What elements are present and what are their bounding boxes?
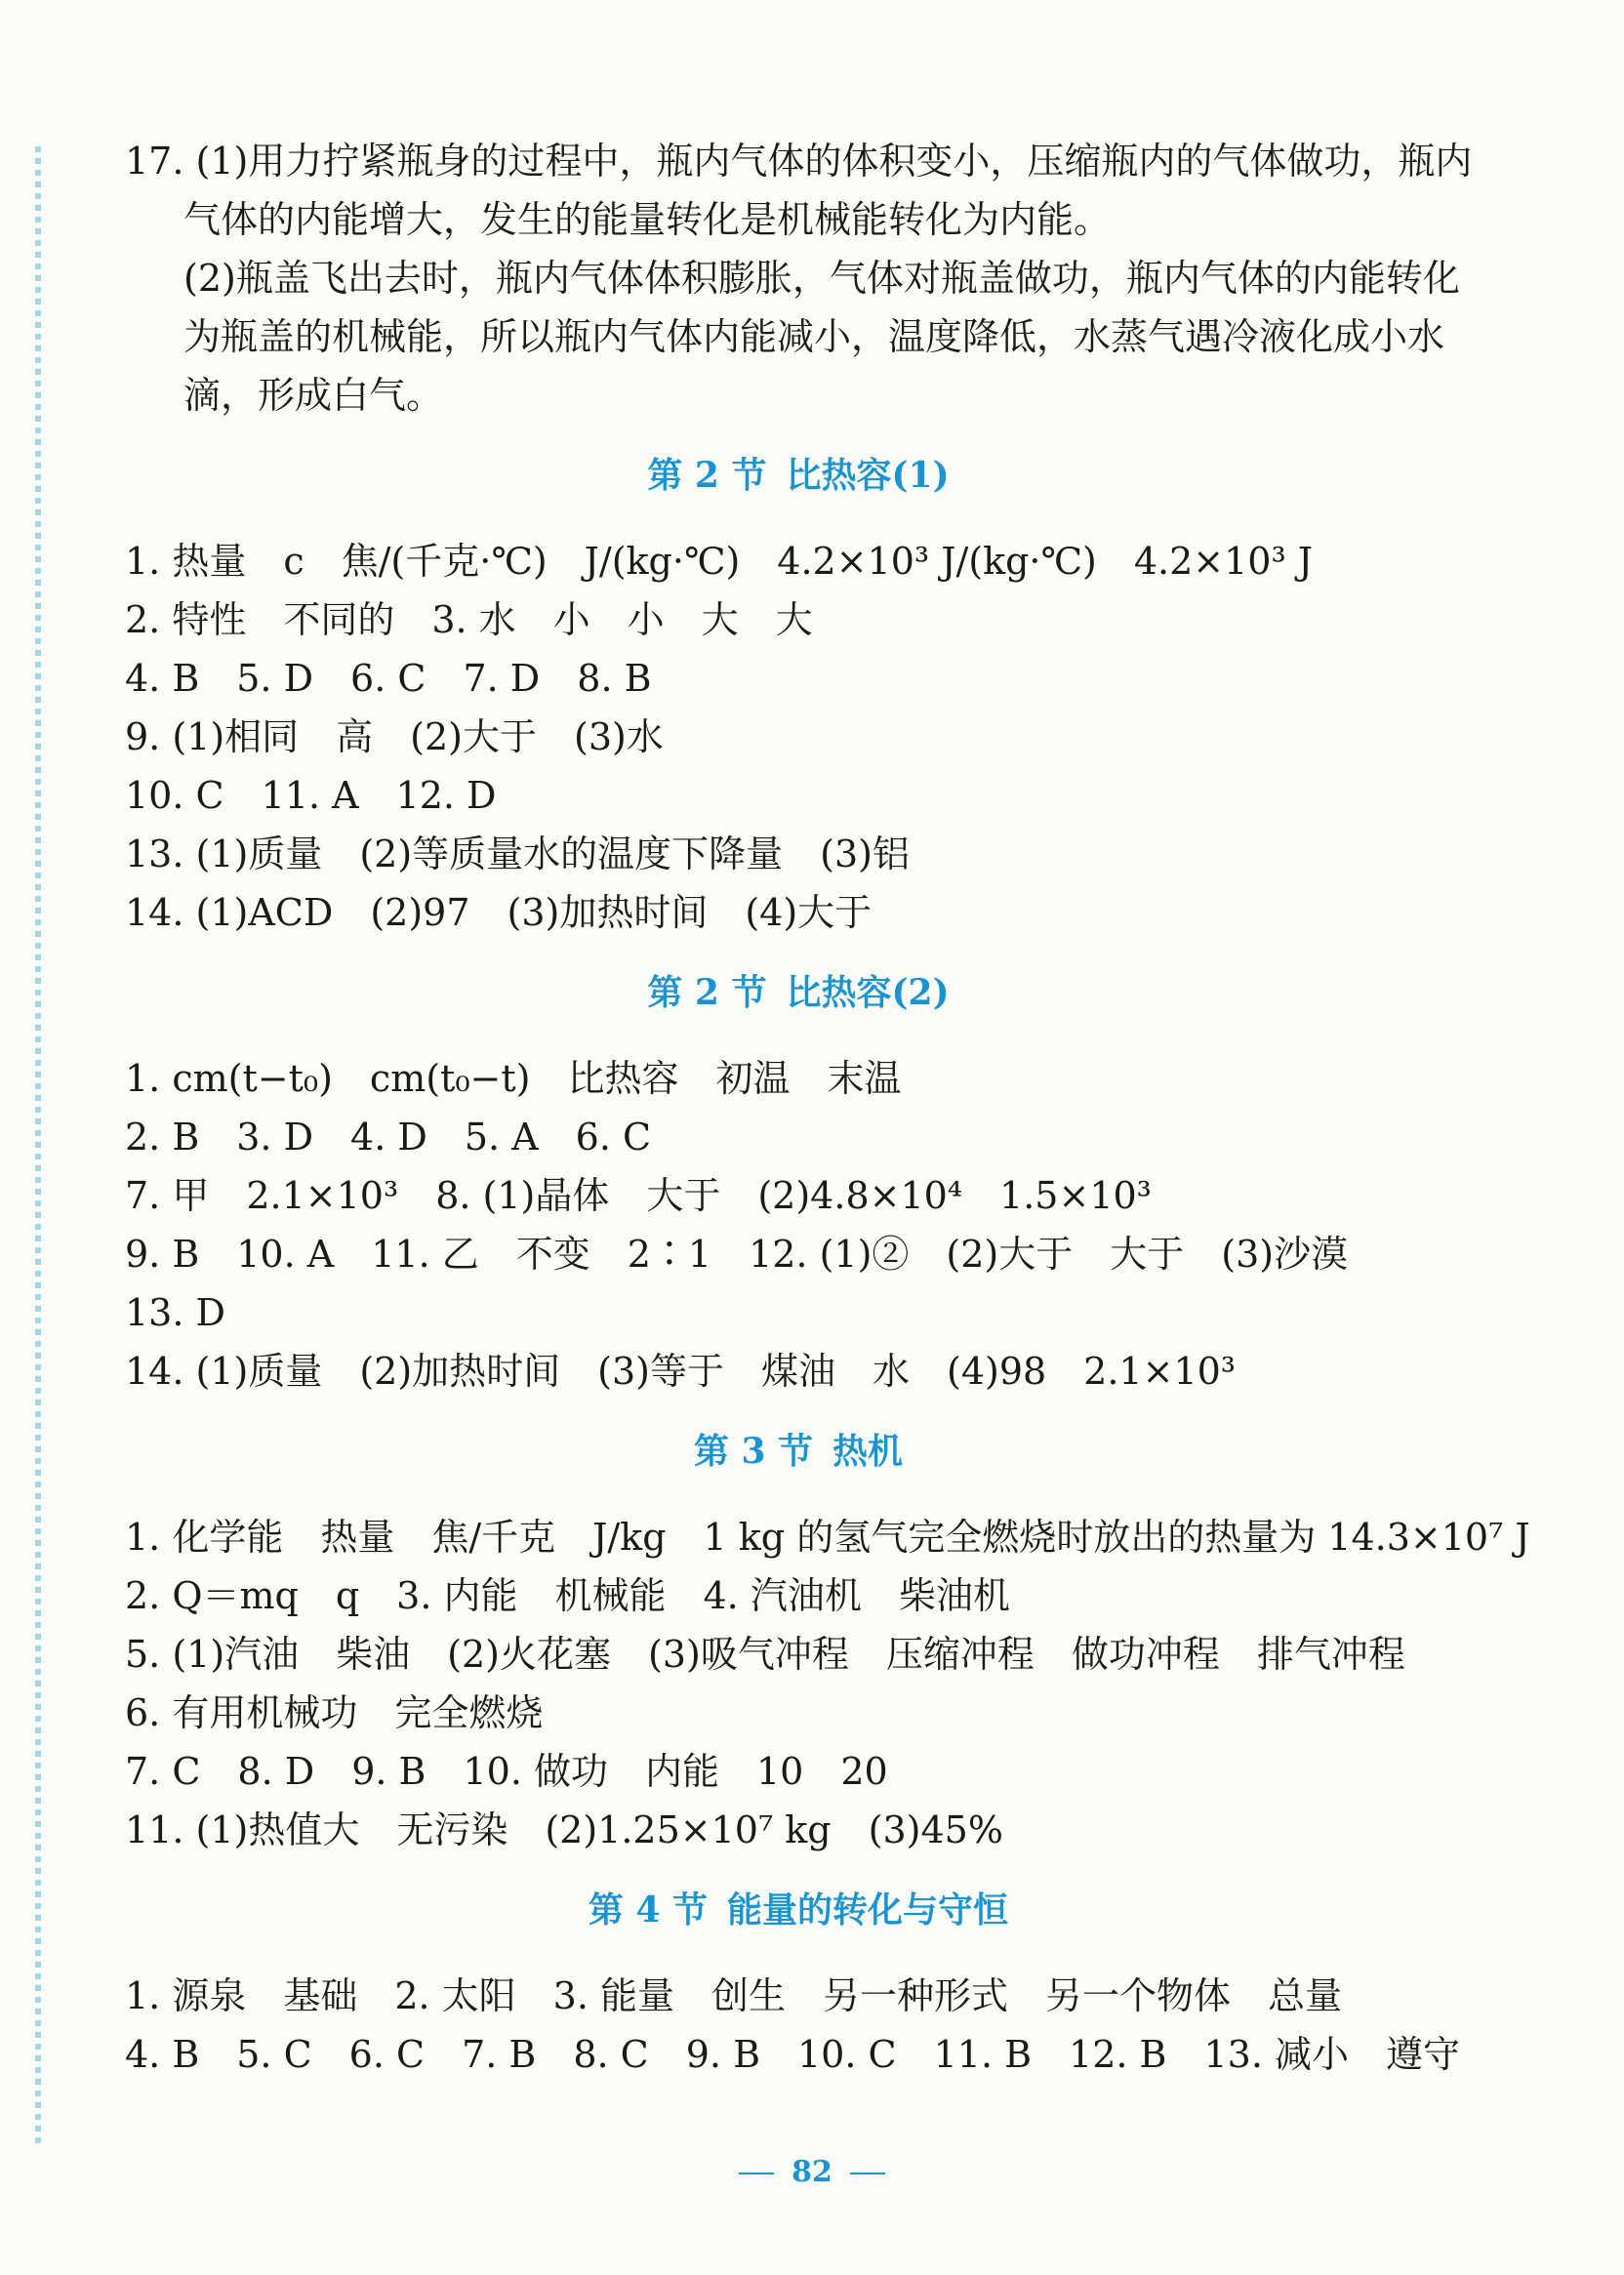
answer-line: 1. 源泉 基础 2. 太阳 3. 能量 创生 另一种形式 另一个物体 总量 [125, 1974, 1343, 2017]
answer-line: 2. B 3. D 4. D 5. A 6. C [125, 1116, 652, 1158]
answer-line: 1. 化学能 热量 焦/千克 J/kg 1 kg 的氢气完全燃烧时放出的热量为 14.3×10⁷ J [125, 1516, 1530, 1559]
question-17-block [125, 132, 1472, 425]
dash-left [739, 2173, 774, 2174]
answer-line: 11. (1)热值大 无污染 (2)1.25×10⁷ kg (3)45% [125, 1808, 1003, 1851]
answer-line: 9. B 10. A 11. 乙 不变 2∶1 12. (1)② (2)大于 大于 (3)沙漠 [125, 1233, 1349, 1276]
answer-line: 2. 特性 不同的 3. 水 小 小 大 大 [125, 598, 813, 641]
section-heading: 第 2 节 比热容(1) [647, 455, 950, 496]
section-heat-engine [125, 1422, 1530, 1859]
answer-line: 14. (1)质量 (2)加热时间 (3)等于 煤油 水 (4)98 2.1×10³ [125, 1350, 1237, 1393]
section-energy-conservation [125, 1881, 1472, 2084]
section-specific-heat-2 [125, 963, 1472, 1401]
answer-line: 13. D [125, 1291, 225, 1334]
answer-line: 2. Q＝mq q 3. 内能 机械能 4. 汽油机 柴油机 [125, 1574, 1010, 1617]
section-heading: 第 2 节 比热容(2) [647, 972, 950, 1013]
answer-line: 7. 甲 2.1×10³ 8. (1)晶体 大于 (2)4.8×10⁴ 1.5×10³ [125, 1174, 1152, 1217]
answer-line: 13. (1)质量 (2)等质量水的温度下降量 (3)铝 [125, 833, 910, 875]
answer-line: 滴，形成白气。 [183, 374, 444, 417]
answer-line: 9. (1)相同 高 (2)大于 (3)水 [125, 715, 664, 758]
dash-right [850, 2173, 885, 2174]
answer-line: 10. C 11. A 12. D [125, 774, 497, 817]
answer-line: 1. cm(t−t₀) cm(t₀−t) 比热容 初温 末温 [125, 1057, 902, 1100]
answer-line: 为瓶盖的机械能，所以瓶内气体内能减小，温度降低，水蒸气遇冷液化成小水 [183, 315, 1445, 358]
answer-line: 4. B 5. D 6. C 7. D 8. B [125, 657, 652, 700]
page-number: 82 [0, 2155, 1624, 2189]
answer-line: 4. B 5. C 6. C 7. B 8. C 9. B 10. C 11. B 12. B 13. 减小 遵守 [125, 2033, 1460, 2076]
answer-line: 1. 热量 c 焦/(千克·℃) J/(kg·℃) 4.2×10³ J/(kg·℃) 4.2×10³ J [125, 540, 1314, 583]
section-heading: 第 3 节 热机 [693, 1431, 904, 1472]
answer-line: 气体的内能增大，发生的能量转化是机械能转化为内能。 [183, 198, 1112, 241]
answer-line: (2)瓶盖飞出去时，瓶内气体体积膨胀，气体对瓶盖做功，瓶内气体的内能转化 [183, 257, 1460, 300]
answer-page [125, 132, 1530, 2084]
section-specific-heat-1 [125, 446, 1472, 942]
answer-line: 5. (1)汽油 柴油 (2)火花塞 (3)吸气冲程 压缩冲程 做功冲程 排气冲程 [125, 1633, 1405, 1676]
answer-line: 17. (1)用力拧紧瓶身的过程中，瓶内气体的体积变小，压缩瓶内的气体做功，瓶内 [125, 140, 1473, 183]
section-heading: 第 4 节 能量的转化与守恒 [588, 1889, 1009, 1930]
margin-decoration [35, 146, 41, 2147]
answer-line: 7. C 8. D 9. B 10. 做功 内能 10 20 [125, 1750, 888, 1793]
answer-line: 6. 有用机械功 完全燃烧 [125, 1691, 544, 1734]
answer-line: 14. (1)ACD (2)97 (3)加热时间 (4)大于 [125, 891, 873, 934]
